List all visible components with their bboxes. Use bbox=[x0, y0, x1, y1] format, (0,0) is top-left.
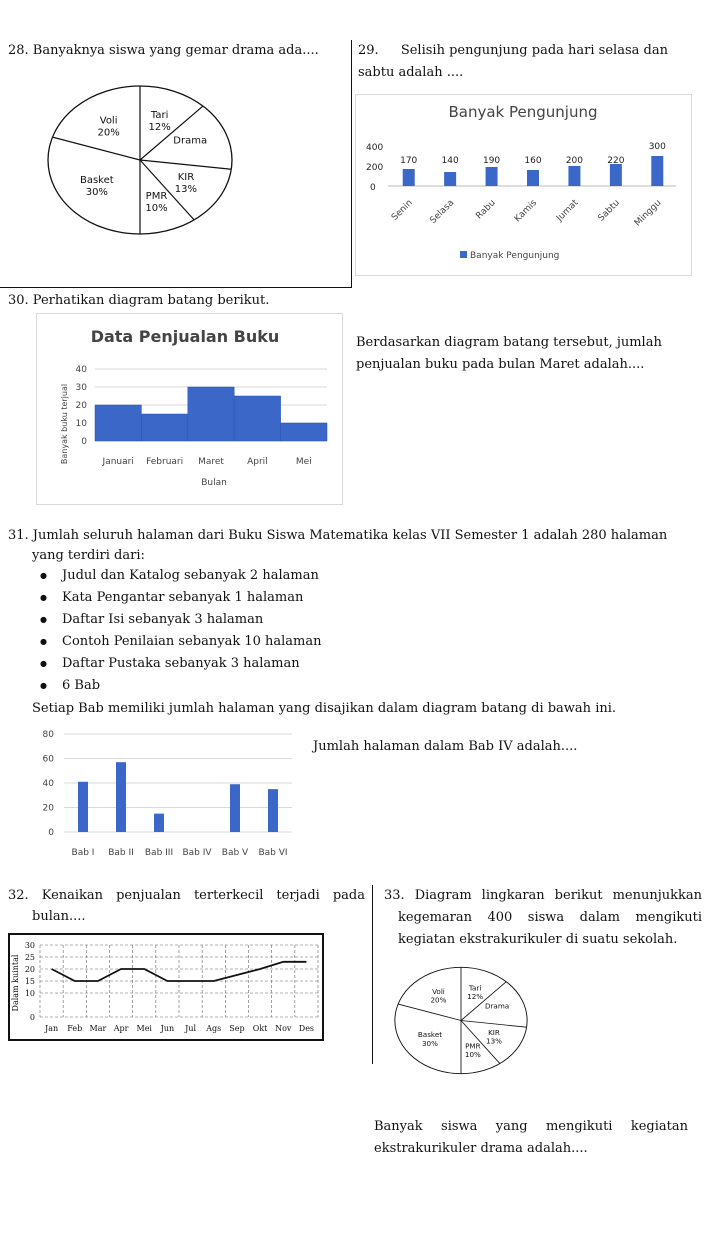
category-label: Mei bbox=[295, 457, 312, 467]
q30-heading: 30. Perhatikan diagram batang berikut. bbox=[8, 293, 270, 308]
q33-pie-chart bbox=[386, 963, 536, 1078]
divider-q30 bbox=[0, 287, 352, 288]
bar bbox=[444, 172, 456, 186]
bar bbox=[234, 396, 280, 441]
data-label: 160 bbox=[524, 156, 542, 166]
data-label: 300 bbox=[648, 142, 666, 152]
q30-bars bbox=[95, 387, 327, 467]
category-label: Maret bbox=[198, 457, 224, 467]
q33-line2: kegemaran 400 siswa dalam mengikuti bbox=[398, 910, 702, 925]
bar bbox=[230, 784, 240, 832]
ytick-label: 80 bbox=[42, 730, 54, 740]
bar bbox=[486, 167, 498, 186]
list-item: ● Daftar Pustaka sebanyak 3 halaman bbox=[32, 653, 321, 675]
category-label: Nov bbox=[275, 1024, 292, 1033]
bar bbox=[95, 405, 141, 441]
q28-text: 28. Banyaknya siswa yang gemar drama ada.... bbox=[8, 43, 319, 58]
q33-ans2: ekstrakurikuler drama adalah.... bbox=[374, 1141, 588, 1156]
ytick-label: 10 bbox=[75, 419, 87, 429]
category-label: Selasa bbox=[428, 198, 457, 226]
bar bbox=[78, 782, 88, 832]
q29-line2: sabtu adalah .... bbox=[358, 65, 464, 80]
pie-28-group bbox=[48, 86, 232, 234]
category-label: April bbox=[247, 457, 268, 467]
ytick-label: 15 bbox=[24, 977, 35, 986]
q30-chart-title: Data Penjualan Buku bbox=[90, 327, 280, 346]
category-label: Februari bbox=[146, 457, 184, 467]
slice-label: Tari bbox=[150, 110, 169, 122]
category-label: Senin bbox=[389, 198, 415, 223]
q30-ylabel: Banyak buku terjual bbox=[60, 383, 69, 465]
slice-pct-label: 10% bbox=[145, 202, 168, 214]
bar bbox=[651, 156, 663, 186]
ytick-label: 20 bbox=[24, 965, 35, 974]
q29-legend-label: Banyak Pengunjung bbox=[470, 251, 560, 261]
list-item: ● Kata Pengantar sebanyak 1 halaman bbox=[32, 587, 321, 609]
ytick-label: 10 bbox=[24, 989, 35, 998]
category-label: Ags bbox=[206, 1024, 222, 1033]
slice-label: Voli bbox=[432, 987, 445, 997]
q30-xlabel: Bulan bbox=[201, 478, 227, 488]
slice-label: Voli bbox=[99, 115, 118, 127]
q33-line1: 33. Diagram lingkaran berikut menunjukkan bbox=[384, 888, 702, 903]
bar bbox=[188, 387, 234, 441]
category-label: Minggu bbox=[632, 198, 664, 229]
ytick-label: 30 bbox=[24, 941, 35, 950]
data-label: 140 bbox=[441, 156, 459, 166]
slice-label: PMR bbox=[145, 190, 168, 202]
q33-ans1: Banyak siswa yang mengikuti kegiatan bbox=[374, 1119, 688, 1134]
data-label: 190 bbox=[482, 156, 501, 166]
slice-pct-label: 10% bbox=[464, 1050, 481, 1060]
ytick-label: 60 bbox=[42, 754, 54, 765]
list-item: ● 6 Bab bbox=[32, 675, 321, 697]
q33-line3: kegiatan ekstrakurikuler di suatu sekolah. bbox=[398, 932, 678, 947]
category-label: Sep bbox=[229, 1024, 245, 1033]
ytick-label: 40 bbox=[75, 365, 87, 375]
q31-question: Jumlah halaman dalam Bab IV adalah.... bbox=[313, 739, 578, 754]
q29-bars bbox=[390, 142, 666, 229]
pie-33-group bbox=[395, 967, 527, 1073]
slice-label: KIR bbox=[488, 1027, 500, 1037]
data-label: 200 bbox=[565, 156, 584, 166]
q31-chart bbox=[30, 722, 310, 862]
category-label: Mar bbox=[89, 1024, 107, 1033]
slice-pct-label: 30% bbox=[85, 187, 108, 199]
category-label: Kamis bbox=[512, 198, 540, 225]
category-label: Bab I bbox=[71, 848, 95, 858]
category-label: Apr bbox=[113, 1024, 129, 1033]
q30-text-line2: penjualan buku pada bulan Maret adalah.... bbox=[356, 357, 645, 372]
bar bbox=[281, 423, 327, 441]
slice-pct-label: 13% bbox=[486, 1036, 502, 1046]
ytick-label: 20 bbox=[42, 803, 54, 814]
slice-pct-label: 12% bbox=[467, 992, 484, 1002]
divider-top bbox=[351, 40, 352, 288]
bar bbox=[610, 164, 622, 186]
ytick-label: 0 bbox=[48, 828, 54, 838]
q32-ylabel: Dalam kuintal bbox=[11, 954, 20, 1012]
category-label: Bab III bbox=[144, 848, 174, 858]
slice-pct-label: 20% bbox=[430, 995, 447, 1005]
category-label: Bab VI bbox=[258, 848, 288, 858]
category-label: Januari bbox=[102, 457, 134, 467]
category-label: Rabu bbox=[474, 198, 498, 222]
ytick-label: 0 bbox=[81, 437, 87, 447]
ytick-label: 30 bbox=[75, 383, 87, 393]
bar bbox=[268, 789, 278, 832]
q29-number: 29. bbox=[358, 43, 379, 58]
q30-chart-frame bbox=[36, 313, 343, 505]
q31-line1: 31. Jumlah seluruh halaman dari Buku Siswa Matematika kelas VII Semester 1 adalah 280 halaman bbox=[8, 528, 668, 543]
category-label: Jun bbox=[160, 1024, 175, 1033]
category-label: Feb bbox=[67, 1024, 83, 1033]
slice-pct-label: 20% bbox=[97, 127, 120, 139]
slice-label: PMR bbox=[465, 1041, 481, 1051]
slice-pct-label: 13% bbox=[174, 183, 198, 195]
q29-ytick: 200 bbox=[366, 163, 384, 173]
slice-label: Drama bbox=[173, 135, 208, 147]
q29-ytick: 400 bbox=[366, 143, 384, 153]
ytick-label: 25 bbox=[24, 953, 35, 962]
q29-text: Selisih pengunjung pada hari selasa dan bbox=[400, 43, 668, 58]
q32-chart bbox=[10, 935, 322, 1039]
category-label: Sabtu bbox=[596, 198, 622, 224]
q32-line2: bulan.... bbox=[32, 909, 86, 924]
list-item: ● Judul dan Katalog sebanyak 2 halaman bbox=[32, 565, 321, 587]
category-label: Bab II bbox=[108, 848, 134, 858]
q31-list bbox=[32, 565, 321, 697]
category-label: Des bbox=[298, 1024, 315, 1033]
category-label: Bab V bbox=[221, 848, 249, 858]
q29-chart bbox=[356, 95, 691, 275]
ytick-label: 40 bbox=[42, 779, 54, 789]
divider-bottom bbox=[372, 884, 373, 1064]
bar bbox=[568, 166, 580, 186]
q32-line1: 32. Kenaikan penjualan terterkecil terjadi pada bbox=[8, 888, 365, 903]
category-label: Jan bbox=[45, 1024, 59, 1033]
slice-label: Tari bbox=[468, 983, 482, 993]
category-label: Mei bbox=[136, 1024, 152, 1033]
bar bbox=[141, 414, 187, 441]
q31-line3: Setiap Bab memiliki jumlah halaman yang disajikan dalam diagram batang di bawah ini. bbox=[32, 701, 617, 716]
bar bbox=[527, 170, 539, 186]
list-item: ● Daftar Isi sebanyak 3 halaman bbox=[32, 609, 321, 631]
q31-line2: yang terdiri dari: bbox=[32, 548, 145, 563]
ytick-label: 0 bbox=[29, 1013, 35, 1022]
slice-pct-label: 12% bbox=[148, 122, 171, 134]
q29-line1 bbox=[358, 42, 702, 60]
category-label: Bab IV bbox=[182, 848, 212, 858]
slice-pct-label: 30% bbox=[421, 1038, 438, 1048]
q30-chart bbox=[37, 314, 342, 504]
slice-label: Basket bbox=[79, 175, 114, 187]
q29-ytick: 0 bbox=[370, 183, 376, 193]
q32-chart-frame bbox=[8, 933, 324, 1041]
q30-text-line1: Berdasarkan diagram batang tersebut, jumlah bbox=[356, 335, 662, 350]
category-label: Jumat bbox=[554, 198, 581, 224]
slice-label: Drama bbox=[484, 1001, 510, 1011]
slice-label: KIR bbox=[177, 171, 195, 183]
data-label: 220 bbox=[607, 156, 625, 166]
data-label: 170 bbox=[400, 156, 418, 166]
slice-label: Basket bbox=[417, 1030, 443, 1040]
q29-chart-title: Banyak Pengunjung bbox=[448, 103, 598, 121]
divider-q32 bbox=[0, 884, 712, 885]
category-label: Okt bbox=[252, 1024, 268, 1033]
bar bbox=[403, 169, 415, 186]
ytick-label: 20 bbox=[75, 401, 87, 411]
q29-chart-frame bbox=[355, 94, 692, 276]
q31-bars bbox=[72, 762, 288, 858]
q28-pie-chart bbox=[40, 80, 240, 240]
list-item: ● Contoh Penilaian sebanyak 10 halaman bbox=[32, 631, 321, 653]
category-label: Jul bbox=[185, 1024, 197, 1033]
bar bbox=[116, 762, 126, 832]
bar bbox=[154, 814, 164, 832]
q29-legend-swatch bbox=[460, 251, 467, 258]
